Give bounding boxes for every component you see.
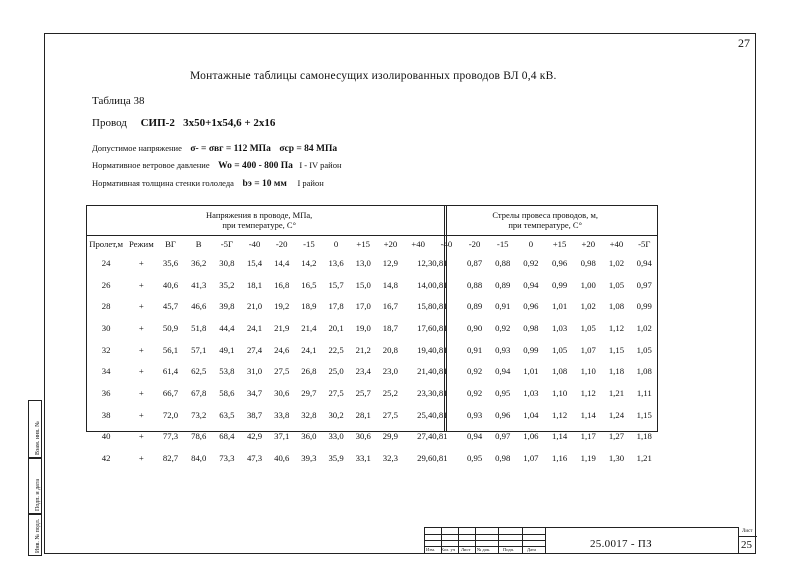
stamp-label-date: Дата [527,547,536,552]
table-cell: 0,99 [523,344,539,355]
column-header: -5Г [220,239,233,249]
table-cell: 12,3 [417,257,433,268]
table-cell: + [138,409,144,420]
table-cell: 40 [101,431,111,442]
table-cell: 1,03 [523,387,539,398]
column-header: -40 [440,239,453,249]
table-row [86,252,658,274]
table-cell: 25,4 [417,409,433,420]
table-cell: 0,87 [466,257,483,268]
table-cell: 50,9 [162,322,179,333]
table-cell: + [138,301,144,312]
table-cell: 33,0 [328,431,344,442]
table-cell: 0,81 [432,344,448,355]
table-cell: 0,99 [551,279,568,290]
table-cell: 1,18 [608,366,625,377]
table-cell: 53,8 [219,366,235,377]
table-cell: 1,08 [636,366,652,377]
table-row [86,404,658,426]
table-cell: 21,9 [274,322,290,333]
group-header-sag: Стрелы провеса проводов, м, при температуре, С° [432,205,658,236]
table-cell: 0,91 [466,344,483,355]
table-cell: 56,1 [162,344,179,355]
table-cell: 29,9 [382,431,398,442]
table-cell: 16,5 [301,279,317,290]
table-cell: 25,7 [355,387,371,398]
table-cell: 1,16 [551,453,568,464]
table-cell: 36 [101,387,111,398]
table-row [86,295,658,317]
table-cell: 28 [101,301,111,312]
table-cell: 1,12 [580,387,596,398]
table-cell: 34 [101,366,111,377]
page-number: 27 [738,36,750,50]
table-cell: 45,7 [162,301,179,312]
table-cell: 20,1 [328,322,344,333]
column-header: -15 [496,239,509,249]
table-cell: 46,6 [191,301,207,312]
table-cell: 40,6 [274,453,290,464]
table-cell: 21,2 [355,344,371,355]
table-cell: 1,07 [580,344,596,355]
column-header: ВГ [165,239,176,249]
table-cell: 1,17 [580,431,596,442]
table-cell: 19,0 [355,322,371,333]
table-cell: 1,08 [551,366,568,377]
table-cell: 0,96 [495,409,511,420]
table-cell: 24,1 [246,322,263,333]
table-cell: 0,81 [432,366,448,377]
table-cell: 1,30 [608,453,625,464]
table-cell: 51,8 [191,322,207,333]
table-cell: 72,0 [162,409,179,420]
table-cell: 0,92 [466,387,483,398]
table-cell: 25,2 [382,387,398,398]
table-cell: 38 [101,409,111,420]
table-cell: 1,10 [580,366,596,377]
table-cell: 42 [101,453,111,464]
column-header: Пролет,м [89,239,124,249]
table-cell: 0,98 [495,453,511,464]
table-cell: 12,9 [382,257,398,268]
table-cell: 30,2 [328,409,344,420]
table-cell: 0,81 [432,431,448,442]
table-cell: 0,98 [523,322,539,333]
table-cell: 19,2 [274,301,290,312]
table-cell: 1,21 [608,387,625,398]
table-row [86,360,658,382]
table-cell: 30 [101,322,111,333]
table-cell: 1,27 [608,431,625,442]
table-cell: 68,4 [219,431,235,442]
wire-line [92,117,275,129]
column-header: +20 [383,239,398,249]
table-label: Таблица 38 [92,95,145,107]
table-cell: 66,7 [162,387,179,398]
table-cell: 32 [101,344,111,355]
column-header: -20 [275,239,288,249]
column-header: 0 [528,239,534,249]
wire-spec: 3х50+1х54,6 + 2х16 [183,117,276,129]
table-cell: 73,3 [219,453,235,464]
table-cell: 44,4 [219,322,235,333]
table-cell: 0,81 [432,257,448,268]
table-cell: + [138,322,144,333]
page-title: Монтажные таблицы самонесущих изолированных проводов ВЛ 0,4 кВ. [190,70,557,82]
table-cell: 1,07 [523,453,539,464]
table-cell: + [138,431,144,442]
table-cell: 1,15 [636,409,652,420]
table-cell: 0,81 [432,322,448,333]
table-cell: 47,3 [246,453,263,464]
table-cell: 1,01 [523,366,539,377]
table-cell: 0,92 [466,366,483,377]
table-cell: 36,2 [191,257,207,268]
table-cell: 58,6 [219,387,235,398]
table-cell: 1,04 [523,409,539,420]
table-cell: 0,92 [495,322,511,333]
table-cell: 0,81 [432,409,448,420]
param-stress: Допустимое напряжение σ- = σвг = 112 МПа σср = 84 МПа [92,143,338,154]
table-cell: 26,8 [301,366,317,377]
table-cell: 49,1 [219,344,235,355]
table-cell: 0,88 [466,279,483,290]
table-cell: 40,6 [162,279,179,290]
table-cell: 1,05 [551,344,568,355]
table-cell: 0,81 [432,387,448,398]
table-cell: 0,96 [523,301,539,312]
table-cell: 29,6 [417,453,433,464]
column-header: +15 [356,239,371,249]
table-cell: 1,03 [551,322,568,333]
table-cell: 15,7 [328,279,344,290]
column-header: Режим [128,239,154,249]
table-cell: 39,3 [301,453,317,464]
table-cell: 0,89 [466,301,483,312]
column-header: -5Г [638,239,651,249]
table-cell: 84,0 [191,453,207,464]
table-cell: 1,05 [580,322,596,333]
table-cell: 0,95 [466,453,483,464]
table-cell: 16,8 [274,279,290,290]
table-row [86,447,658,469]
sheet-number: 25 [741,539,752,551]
param-wind: Нормативное ветровое давление Wo = 400 - 800 Па I - IV район [92,160,342,171]
table-cell: 30,6 [274,387,290,398]
table-cell: 29,7 [301,387,317,398]
table-cell: 1,02 [608,257,625,268]
table-cell: + [138,366,144,377]
table-cell: 0,91 [495,301,511,312]
stamp-label-sign: Подп. [503,547,515,552]
table-cell: 1,05 [608,279,625,290]
table-cell: 21,0 [246,301,263,312]
table-cell: 25,0 [328,366,344,377]
column-header: В [195,239,202,249]
table-cell: 36,0 [301,431,317,442]
table-cell: 39,8 [219,301,235,312]
table-cell: 27,5 [328,387,344,398]
table-cell: + [138,453,144,464]
table-cell: 13,6 [328,257,344,268]
table-cell: 0,98 [580,257,596,268]
table-cell: + [138,344,144,355]
sheet-box: Лист 25 [738,527,756,554]
table-cell: 1,00 [580,279,596,290]
column-header: +40 [411,239,425,249]
table-cell: 24 [101,257,111,268]
column-header: 0 [333,239,339,249]
table-cell: 23,3 [417,387,433,398]
column-header: +20 [581,239,596,249]
table-cell: 30,6 [355,431,371,442]
table-cell: 42,9 [246,431,263,442]
table-cell: 0,81 [432,453,448,464]
table-cell: 33,1 [355,453,371,464]
table-cell: 21,4 [301,322,317,333]
table-cell: 0,81 [432,279,448,290]
table-cell: 35,2 [219,279,235,290]
table-cell: 27,5 [382,409,398,420]
table-cell: 0,94 [466,431,483,442]
table-cell: 38,7 [246,409,263,420]
column-header: -15 [303,239,315,249]
table-cell: 0,97 [636,279,652,290]
table-cell: 1,01 [551,301,568,312]
table-cell: 73,2 [191,409,207,420]
column-header: -40 [248,239,261,249]
table-cell: 35,6 [162,257,179,268]
table-cell: 18,9 [301,301,317,312]
side-field-sign-date: Подп. и дата [28,458,42,514]
table-row [86,382,658,404]
table-cell: 1,08 [608,301,625,312]
column-header-row [86,236,658,253]
table-cell: 17,8 [328,301,344,312]
table-cell: 0,92 [523,257,539,268]
table-cell: 33,8 [274,409,290,420]
stamp-label-izm: Изм. [426,547,435,552]
table-cell: 27,4 [417,431,433,442]
table-cell: 0,93 [466,409,483,420]
table-cell: + [138,387,144,398]
column-header: -20 [468,239,481,249]
table-cell: 23,0 [382,366,398,377]
table-cell: 14,2 [301,257,317,268]
side-field-inv-orig: Инв. № подл. [28,514,42,556]
table-cell: 15,0 [355,279,371,290]
table-cell: 27,4 [246,344,263,355]
table-cell: 35,9 [328,453,344,464]
table-cell: 22,5 [328,344,344,355]
table-cell: 30,8 [219,257,235,268]
group-header-stress: Напряжения в проводе, МПа, при температуре, С° [86,205,432,236]
side-field-replace-inv: Взам. инв. № [28,400,42,458]
table-cell: 1,06 [523,431,539,442]
table-cell: 0,95 [495,387,511,398]
table-cell: 57,1 [191,344,207,355]
table-cell: 13,0 [355,257,371,268]
table-cell: 28,1 [355,409,371,420]
table-cell: 0,97 [495,431,511,442]
table-cell: 14,4 [274,257,290,268]
table-cell: 62,5 [191,366,207,377]
table-cell: 0,81 [432,301,448,312]
table-cell: 1,02 [636,322,652,333]
table-cell: 1,12 [551,409,568,420]
table-cell: 41,3 [191,279,207,290]
table-cell: 18,1 [246,279,263,290]
table-cell: 0,94 [636,257,652,268]
table-cell: 18,7 [382,322,398,333]
table-cell: 67,8 [191,387,207,398]
table-cell: 17,0 [355,301,371,312]
table-cell: 1,14 [580,409,596,420]
table-cell: 26 [101,279,111,290]
table-cell: 0,93 [495,344,511,355]
table-cell: 82,7 [162,453,179,464]
table-cell: 32,3 [382,453,398,464]
table-cell: 0,89 [495,279,511,290]
table-cell: 1,02 [580,301,596,312]
table-cell: 15,4 [246,257,263,268]
table-cell: 0,90 [466,322,483,333]
table-cell: 1,21 [636,453,652,464]
table-cell: 1,24 [608,409,625,420]
table-row [86,317,658,339]
table-cell: 77,3 [162,431,179,442]
table-cell: 0,96 [551,257,568,268]
param-ice: Нормативная толщина стенки гололеда bэ = 10 мм I район [92,178,324,189]
table-row [86,274,658,296]
table-cell: 1,15 [608,344,625,355]
wire-name: СИП-2 [140,117,175,129]
stamp-label-kol: Кол. уч [441,547,455,552]
table-cell: 27,5 [274,366,290,377]
table-cell: 37,1 [274,431,290,442]
table-cell: 31,0 [246,366,263,377]
table-cell: + [138,257,144,268]
table-cell: 17,6 [417,322,433,333]
table-cell: 24,1 [301,344,317,355]
table-cell: 14,8 [382,279,398,290]
table-cell: 34,7 [246,387,263,398]
table-row [86,426,658,448]
table-cell: 1,18 [636,431,652,442]
table-cell: 61,4 [162,366,179,377]
table-cell: 1,11 [636,387,652,398]
table-cell: 1,12 [608,322,625,333]
wire-prefix: Провод [92,117,127,129]
column-header: +40 [609,239,624,249]
table-cell: 32,8 [301,409,317,420]
table-row [86,339,658,361]
table-cell: 0,94 [495,366,511,377]
table-cell: 24,6 [274,344,290,355]
table-cell: 23,4 [355,366,371,377]
stamp-label-list: Лист [461,547,471,552]
stamp-label-doc: № док. [477,547,491,552]
column-header: +15 [552,239,567,249]
table-cell: 1,14 [551,431,568,442]
table-cell: 21,4 [417,366,433,377]
mounting-table [86,205,658,469]
table-cell: 15,8 [417,301,433,312]
table-cell: 1,10 [551,387,568,398]
table-cell: 0,88 [495,257,511,268]
table-cell: 78,6 [191,431,207,442]
table-cell: 20,8 [382,344,398,355]
table-cell: 16,7 [382,301,398,312]
table-divider [444,205,447,432]
table-cell: + [138,279,144,290]
table-cell: 63,5 [219,409,235,420]
table-cell: 19,4 [417,344,433,355]
table-cell: 14,0 [417,279,433,290]
table-cell: 1,05 [636,344,652,355]
document-code: 25.0017 - ПЗ [590,538,652,550]
table-cell: 0,99 [636,301,652,312]
table-cell: 1,19 [580,453,596,464]
table-cell: 0,94 [523,279,539,290]
